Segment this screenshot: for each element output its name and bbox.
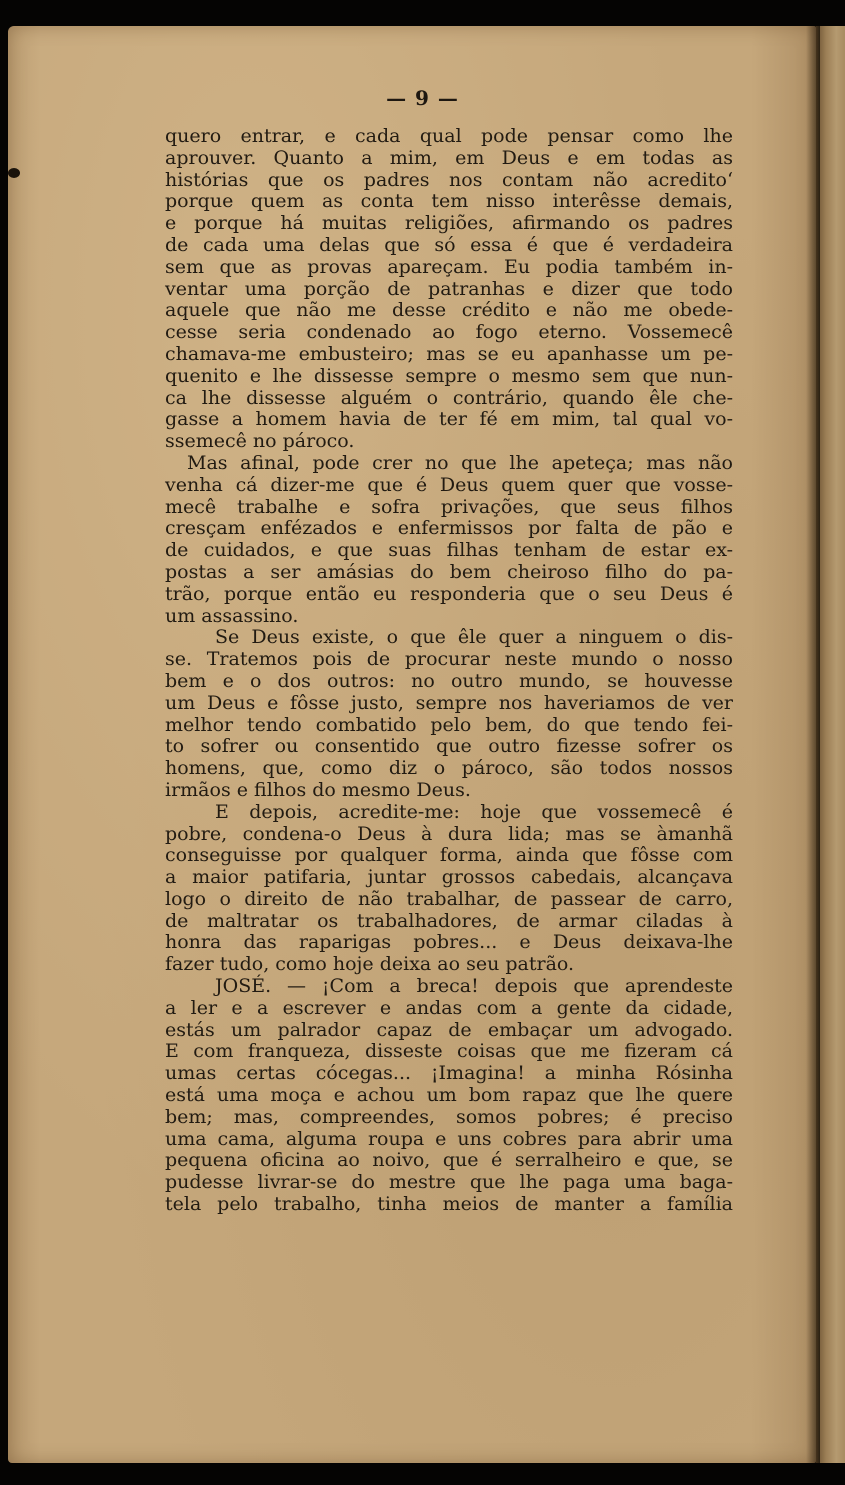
text-line: porque quem as conta tem nisso interêsse demais,: [165, 190, 733, 213]
text-line: JOSÉ. — ¡Com a breca! depois que aprendeste: [215, 975, 733, 998]
text-line: honra das raparigas pobres... e Deus deixava-lhe: [165, 931, 733, 954]
text-line: pobre, condena-o Deus à dura lida; mas se àmanhã: [165, 822, 733, 845]
text-line: aquele que não me desse crédito e não me obede-: [165, 299, 733, 322]
text-line: um assassino.: [165, 604, 299, 627]
page-number: — 9 —: [386, 86, 459, 110]
text-line: de maltratar os trabalhadores, de armar ciladas à: [165, 909, 733, 932]
text-line: quenito e lhe dissesse sempre o mesmo sem que nun-: [165, 364, 733, 387]
text-line: conseguisse por qualquer forma, ainda que fôsse com: [165, 844, 733, 867]
text-line: fazer tudo, como hoje deixa ao seu patrão.: [165, 953, 575, 976]
text-line: tela pelo trabalho, tinha meios de manter a família: [165, 1193, 733, 1216]
text-line: to sofrer ou consentido que outro fizesse sofrer os: [165, 735, 733, 758]
binding-hole-mark: [8, 168, 20, 178]
text-line: gasse a homem havia de ter fé em mim, tal qual vo-: [165, 408, 733, 431]
text-line: pequena oficina ao noivo, que é serralheiro e que, se: [165, 1149, 733, 1172]
text-line: bem e o dos outros: no outro mundo, se houvesse: [165, 669, 733, 692]
text-line: se. Tratemos pois de procurar neste mundo o nosso: [165, 648, 733, 671]
body-text: [165, 126, 733, 1216]
text-line: estás um palrador capaz de embaçar um advogado.: [165, 1018, 733, 1041]
text-line: E com franqueza, disseste coisas que me fizeram cá: [165, 1040, 733, 1063]
text-line: trão, porque então eu responderia que o seu Deus é: [165, 582, 733, 605]
text-line: homens, que, como diz o pároco, são todos nossos: [165, 757, 733, 780]
text-line: Mas afinal, pode crer no que lhe apeteça; mas não: [187, 451, 733, 474]
page-gutter-shadow: [806, 26, 820, 1463]
text-line: bem; mas, compreendes, somos pobres; é preciso: [165, 1105, 733, 1128]
text-line: ssemecê no pároco.: [165, 430, 355, 453]
text-line: de cuidados, e que suas filhas tenham de estar ex-: [165, 539, 733, 562]
text-line: ventar uma porção de patranhas e dizer que todo: [165, 277, 733, 300]
text-line: ca lhe dissesse alguém o contrário, quando êle che-: [165, 386, 733, 409]
text-line: logo o direito de não trabalhar, de passear de carro,: [165, 887, 733, 910]
text-line: umas certas cócegas... ¡Imagina! a minha Rósinha: [165, 1062, 733, 1085]
text-line: chamava-me embusteiro; mas se eu apanhasse um pe-: [165, 342, 733, 365]
text-line: melhor tendo combatido pelo bem, do que tendo fei-: [165, 713, 733, 736]
text-line: um Deus e fôsse justo, sempre nos haveriamos de ver: [165, 691, 733, 714]
text-line: uma cama, alguma roupa e uns cobres para abrir uma: [165, 1127, 733, 1150]
text-line: de cada uma delas que só essa é que é verdadeira: [165, 233, 733, 256]
text-line: cresçam enfézados e enfermissos por falta de pão e: [165, 517, 733, 540]
text-line: a maior patifaria, juntar grossos cabedais, alcançava: [165, 866, 733, 889]
text-line: aprouver. Quanto a mim, em Deus e em todas as: [165, 146, 733, 169]
text-line: e porque há muitas religiões, afirmando os padres: [165, 212, 733, 235]
text-line: venha cá dizer-me que é Deus quem quer que vosse-: [165, 473, 733, 496]
text-line: está uma moça e achou um bom rapaz que lhe quere: [165, 1084, 733, 1107]
adjacent-page-edge: [816, 26, 845, 1463]
text-line: sem que as provas apareçam. Eu podia também in-: [165, 255, 733, 278]
text-line: E depois, acredite-me: hoje que vossemecê é: [215, 800, 733, 823]
text-line: quero entrar, e cada qual pode pensar como lhe: [165, 125, 733, 147]
text-line: histórias que os padres nos contam não acredito‘: [165, 168, 733, 191]
text-line: Se Deus existe, o que êle quer a ninguem o dis-: [215, 626, 733, 649]
text-line: a ler e a escrever e andas com a gente da cidade,: [165, 996, 733, 1019]
text-line: postas a ser amásias do bem cheiroso filho do pa-: [165, 560, 733, 583]
text-line: pudesse livrar-se do mestre que lhe paga uma baga-: [165, 1171, 733, 1194]
text-line: cesse seria condenado ao fogo eterno. Vossemecê: [165, 321, 733, 344]
text-line: mecê trabalhe e sofra privações, que seus filhos: [165, 495, 733, 518]
text-line: irmãos e filhos do mesmo Deus.: [165, 778, 471, 801]
